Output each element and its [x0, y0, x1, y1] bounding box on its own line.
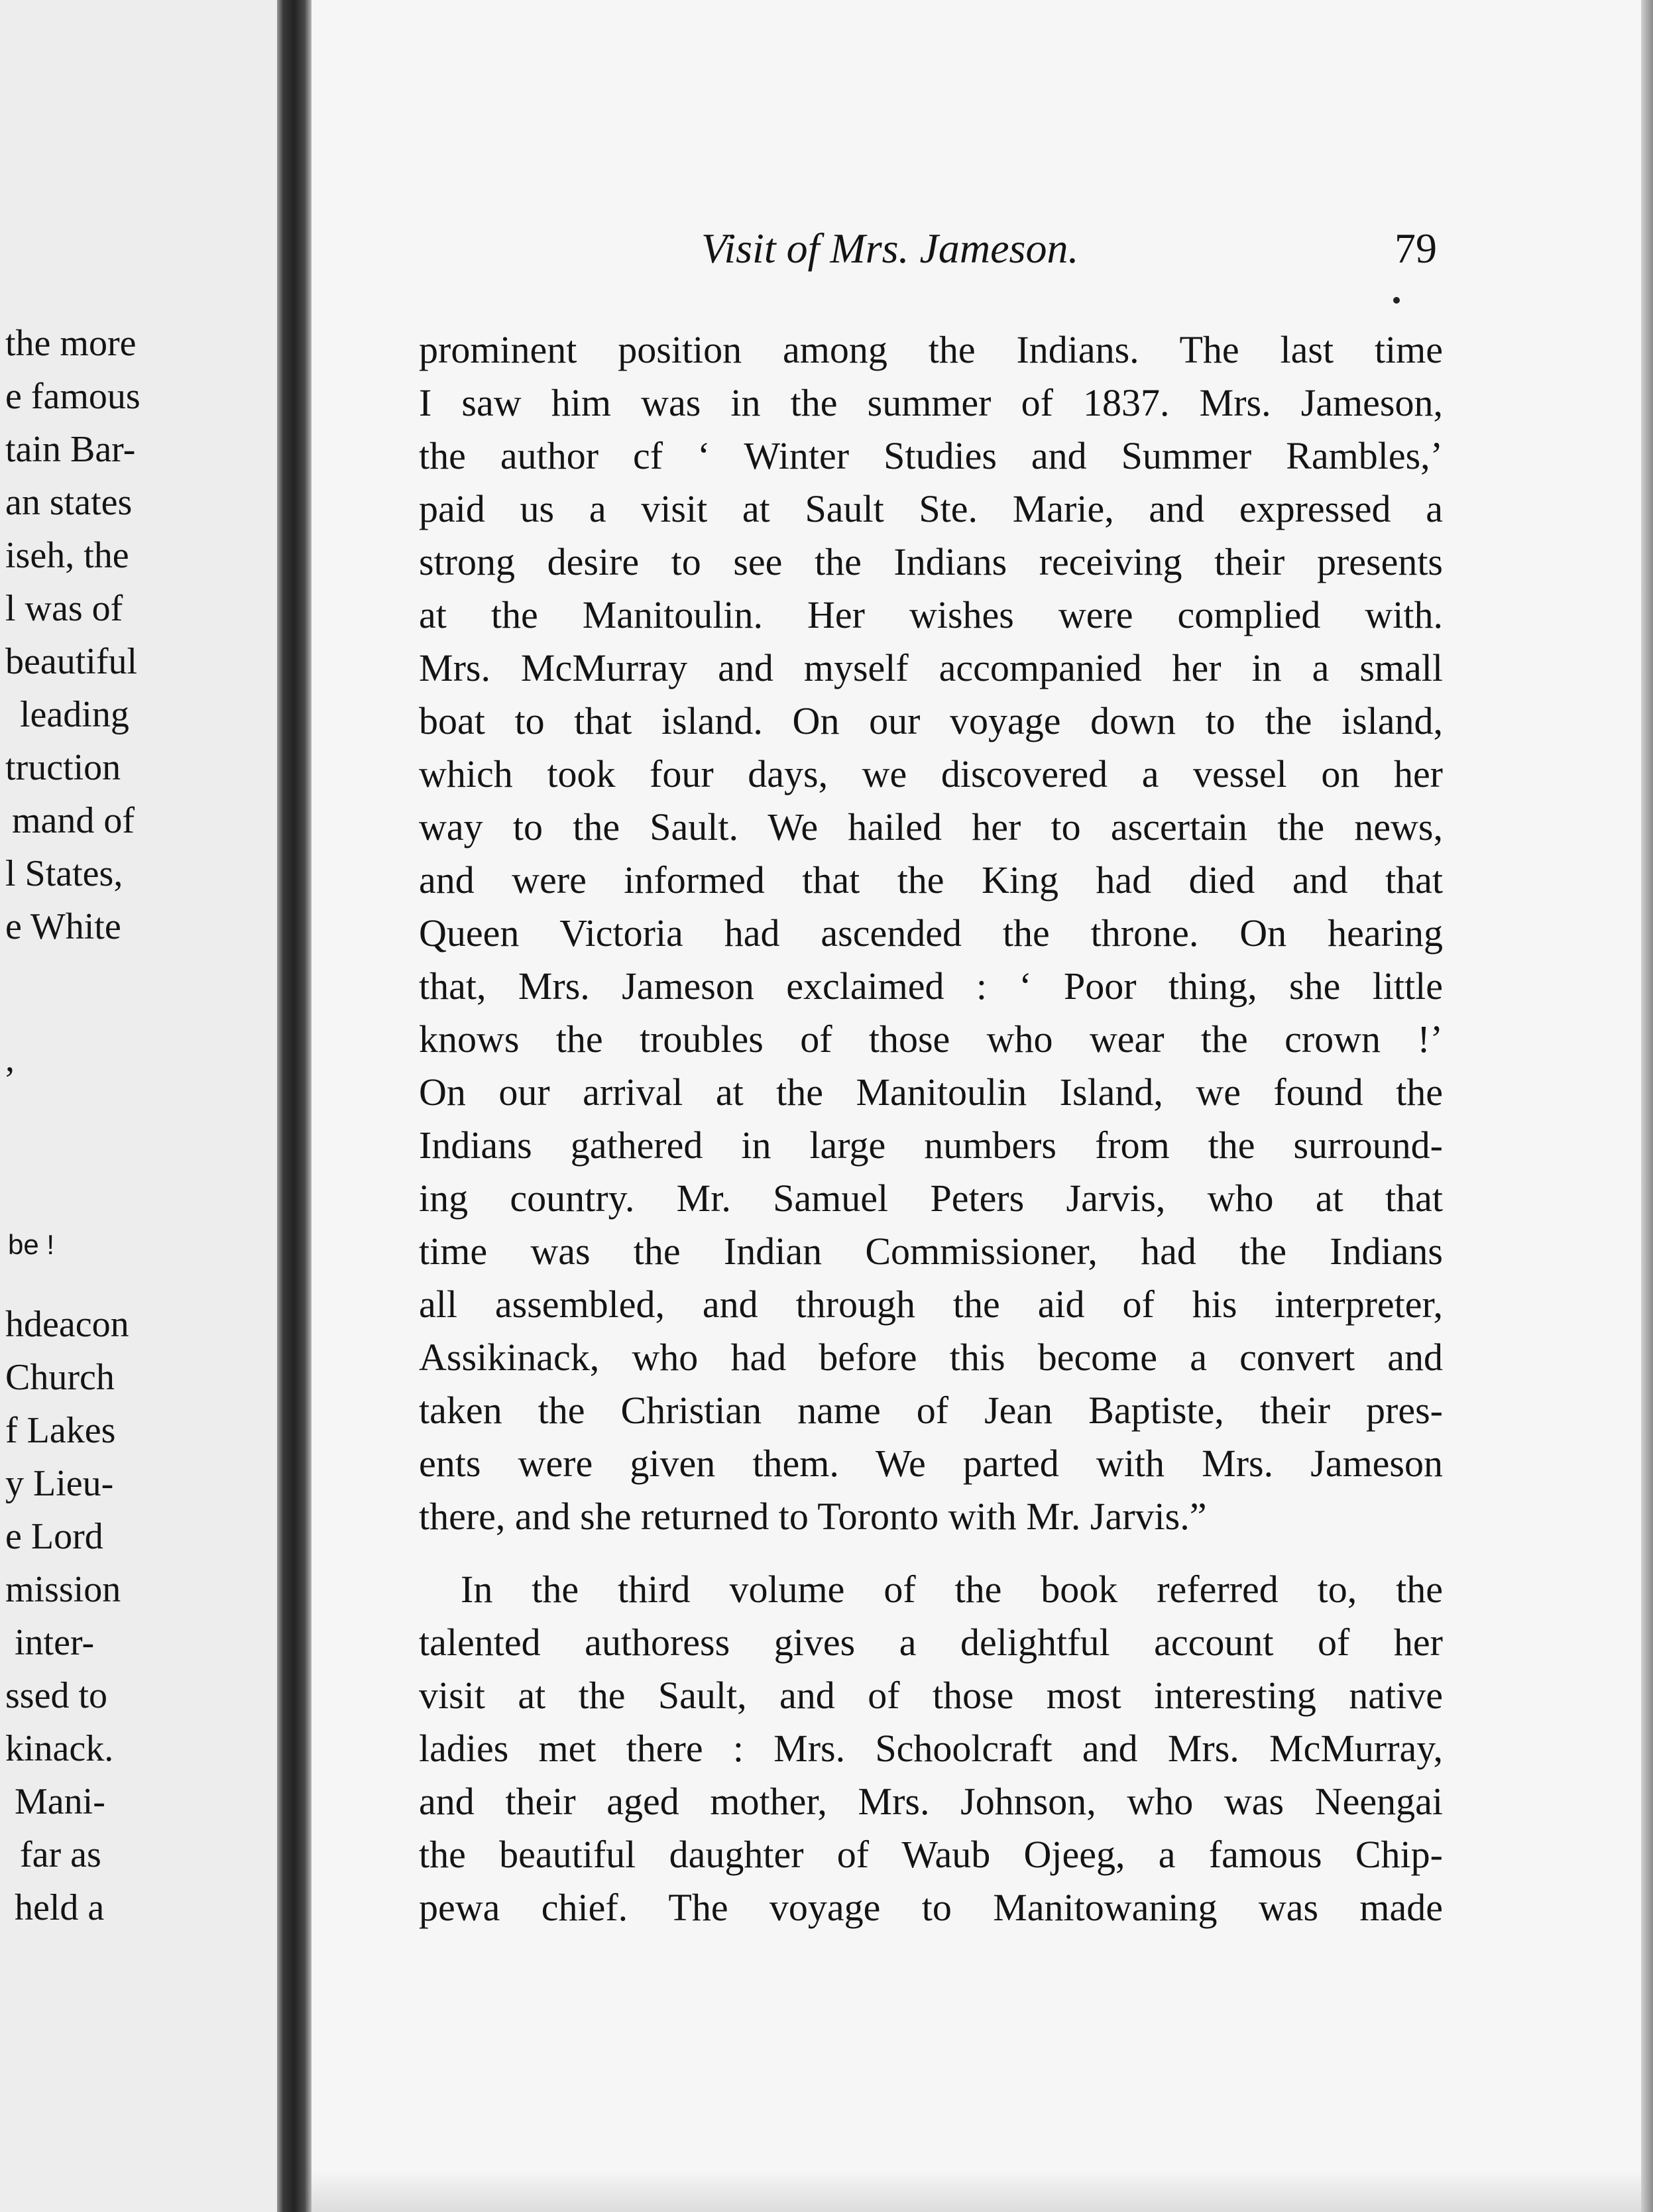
left-fragment: an states — [5, 482, 133, 523]
page-bottom-edge — [312, 2171, 1641, 2212]
text-line: On our arrival at the Manitoulin Island, we found the — [419, 1071, 1443, 1114]
left-fragment: mand of — [12, 800, 135, 841]
page-number: 79 — [1395, 225, 1437, 272]
text-line: at the Manitoulin. Her wishes were complied with. — [419, 593, 1443, 636]
text-line: visit at the Sault, and of those most interesting native — [419, 1674, 1443, 1717]
left-fragment: Mani- — [15, 1781, 105, 1822]
text-line: paid us a visit at Sault Ste. Marie, and expressed a — [419, 487, 1443, 530]
left-fragment: beautiful — [5, 641, 138, 682]
text-line: taken the Christian name of Jean Baptiste, their pres- — [419, 1389, 1443, 1432]
text-line: ents were given them. We parted with Mrs. Jameson — [419, 1442, 1443, 1485]
page-edge — [1641, 0, 1653, 2212]
running-head: Visit of Mrs. Jameson. — [701, 225, 1079, 272]
left-page — [0, 0, 278, 2212]
text-line: way to the Sault. We hailed her to ascertain the news, — [419, 805, 1443, 848]
text-line: the author cf ‘ Winter Studies and Summer Rambles,’ — [419, 434, 1443, 477]
left-fragment: e famous — [5, 376, 141, 417]
left-fragment: leading — [20, 694, 129, 735]
text-line: and their aged mother, Mrs. Johnson, who was Neengai — [419, 1780, 1443, 1823]
text-line: which took four days, we discovered a vessel on her — [419, 752, 1443, 795]
text-line: strong desire to see the Indians receiving their presents — [419, 540, 1443, 583]
left-fragment: be ! — [8, 1229, 55, 1260]
left-fragment: inter- — [15, 1622, 95, 1663]
left-fragment: the more — [5, 323, 137, 364]
left-fragment: far as — [20, 1834, 101, 1875]
left-fragment: l States, — [5, 853, 123, 894]
left-fragment: Church — [5, 1357, 115, 1398]
left-fragment: held a — [15, 1887, 105, 1928]
left-fragment: iseh, the — [5, 535, 129, 576]
left-fragment: tain Bar- — [5, 429, 136, 470]
text-line: talented authoress gives a delightful account of her — [419, 1621, 1443, 1664]
left-fragment: hdeacon — [5, 1304, 129, 1345]
book-spine — [277, 0, 312, 2212]
left-fragment: e White — [5, 906, 121, 947]
left-fragment: , — [5, 1039, 15, 1080]
text-line: time was the Indian Commissioner, had the Indians — [419, 1230, 1443, 1273]
text-line: Queen Victoria had ascended the throne. On hearing — [419, 911, 1443, 955]
text-line: Indians gathered in large numbers from the surround- — [419, 1124, 1443, 1167]
left-fragment: f Lakes — [5, 1410, 116, 1451]
left-fragment: truction — [5, 747, 121, 788]
left-fragment: e Lord — [5, 1516, 103, 1557]
left-fragment: kinack. — [5, 1728, 114, 1769]
text-line: In the third volume of the book referred to, the — [461, 1568, 1443, 1611]
left-fragment: mission — [5, 1569, 121, 1610]
text-line: ladies met there : Mrs. Schoolcraft and Mrs. McMurray, — [419, 1727, 1443, 1770]
text-line: boat to that island. On our voyage down to the island, — [419, 699, 1443, 742]
text-line: knows the troubles of those who wear the crown !’ — [419, 1018, 1443, 1061]
text-line: and were informed that the King had died and that — [419, 858, 1443, 902]
text-line: Assikinack, who had before this become a convert and — [419, 1336, 1443, 1379]
left-fragment: l was of — [5, 588, 123, 629]
text-line: prominent position among the Indians. The last time — [419, 328, 1443, 371]
text-line: ing country. Mr. Samuel Peters Jarvis, who at that — [419, 1177, 1443, 1220]
text-line: I saw him was in the summer of 1837. Mrs. Jameson, — [419, 381, 1443, 424]
text-line: pewa chief. The voyage to Manitowaning was made — [419, 1886, 1443, 1929]
ink-speck — [1393, 297, 1400, 304]
text-line: Mrs. McMurray and myself accompanied her in a small — [419, 646, 1443, 689]
text-line: all assembled, and through the aid of his interpreter, — [419, 1283, 1443, 1326]
left-fragment: y Lieu- — [5, 1463, 114, 1504]
text-line: there, and she returned to Toronto with Mr. Jarvis.” — [419, 1495, 1207, 1538]
text-line: that, Mrs. Jameson exclaimed : ‘ Poor thing, she little — [419, 964, 1443, 1008]
left-fragment: ssed to — [5, 1675, 107, 1716]
text-line: the beautiful daughter of Waub Ojeeg, a famous Chip- — [419, 1833, 1443, 1876]
